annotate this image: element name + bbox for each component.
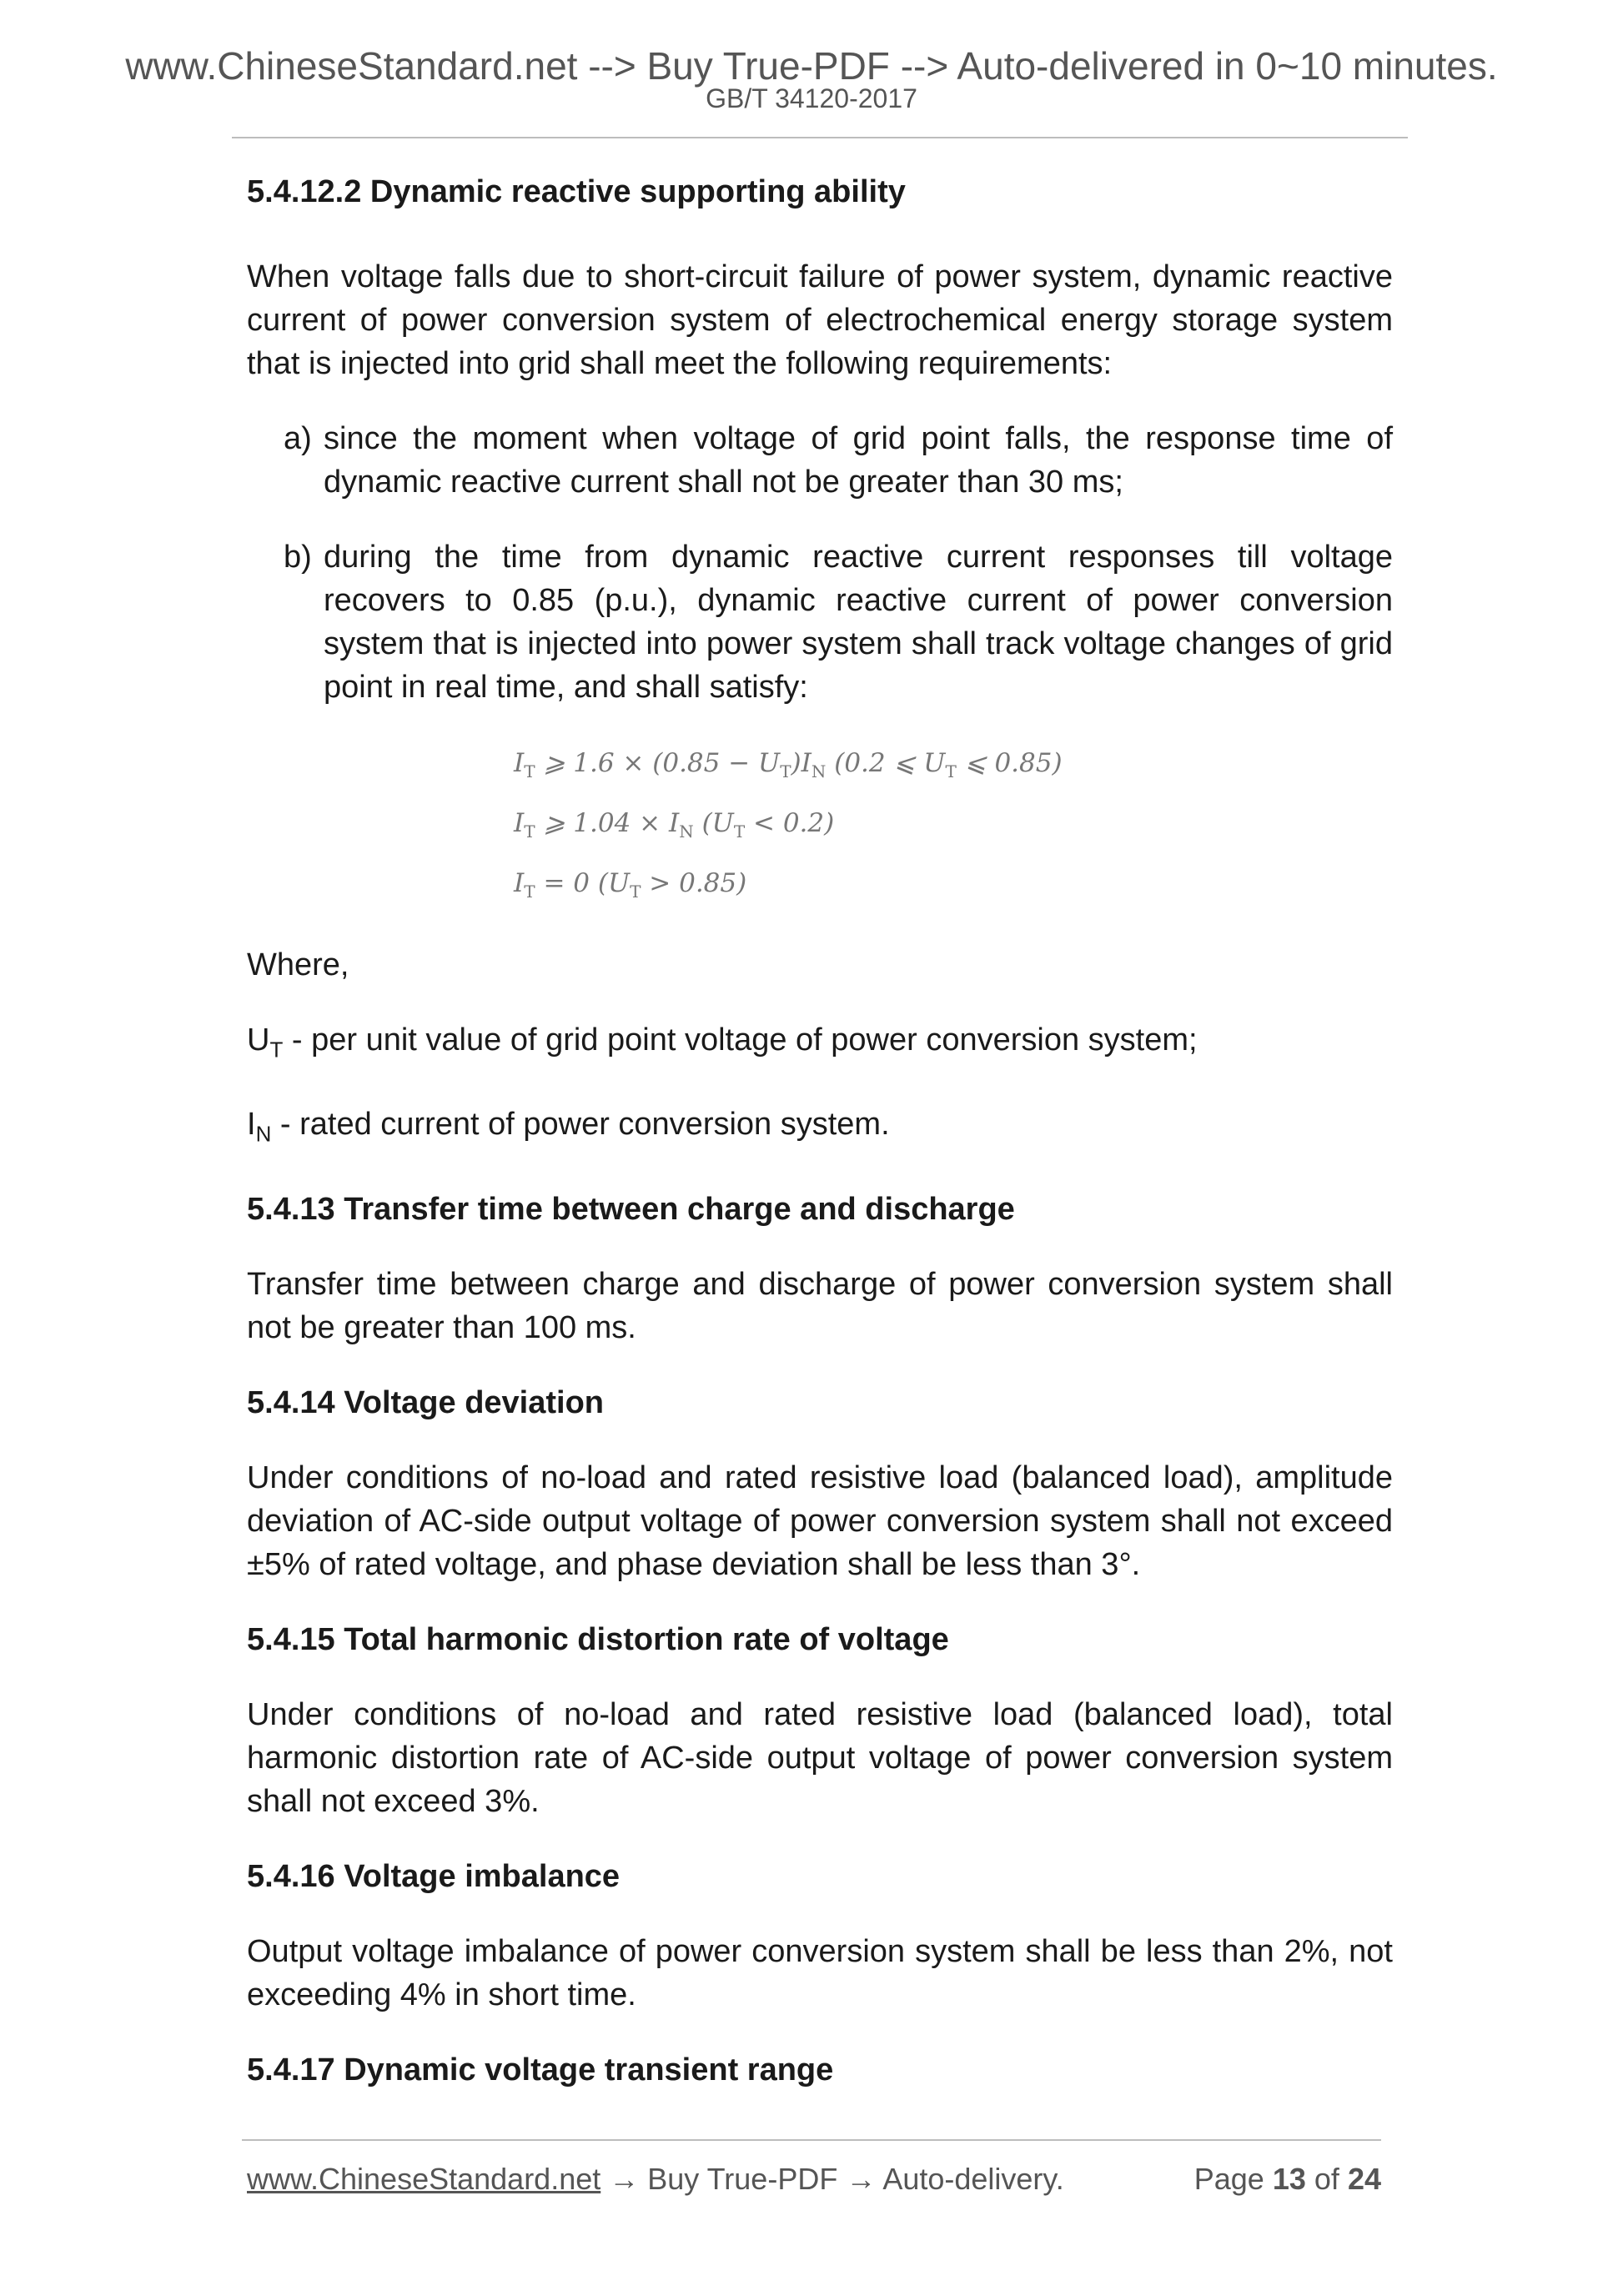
list-item-text: since the moment when voltage of grid point falls, the response time of dynamic reactive current shall not be greater than 30 ms; [324,421,1393,500]
site-banner: www.ChineseStandard.net --> Buy True-PDF --> Auto-delivered in 0~10 minutes. [125,44,1498,88]
list-item-text: during the time from dynamic reactive current responses till voltage recovers to 0.85 (p.u.), dynamic reactive current of power conversion system that is injected into power system shall track voltage changes of grid point in real time, and shall satisfy: [324,540,1393,705]
header-divider [232,137,1408,138]
section-heading-5-4-14: 5.4.14 Voltage deviation [247,1384,605,1420]
list-item [284,417,1393,504]
section-heading-5-4-15: 5.4.15 Total harmonic distortion rate of voltage [247,1621,949,1657]
footer-site-link[interactable]: www.ChineseStandard.net [247,2162,601,2196]
standard-code: GB/T 34120-2017 [706,83,917,113]
formula-line-2: $I_T$ ⩾ $1.04 \times I_N$ $(U_T < 0.2)$ [514,808,835,842]
section-text-5-4-16: Output voltage imbalance of power conversion system shall be less than 2%, not exceeding 4% in short time. [247,1933,1393,2012]
formula-line-1: $I_T$ ⩾ $1.6 \times (0.85 - U_T)I_N$ (0.2 ⩽ $U_T$ ⩽ 0.85) [514,748,1063,782]
footer-divider [242,2139,1381,2141]
formula-line-3: $I_T = 0$ $(U_T > 0.85)$ [514,868,747,902]
page-number: Page 13 of 24 [1193,2162,1381,2196]
definition-in: $I_N$ - rated current of power conversion system. [247,1107,890,1147]
section-text-5-4-15: Under conditions of no-load and rated resistive load (balanced load), total harmonic distortion rate of AC-side output voltage of power conversion system shall not exceed 3%. [247,1696,1393,1819]
section-text-5-4-14: Under conditions of no-load and rated resistive load (balanced load), amplitude deviation of AC-side output voltage of power conversion system shall not exceed ±5% of rated voltage, and phase deviation shall be less than 3°. [247,1459,1393,1582]
section-intro: When voltage falls due to short-circuit failure of power system, dynamic reactive current of power conversion system of electrochemical energy storage system that is injected into grid shall meet the following requirements: [247,259,1393,381]
where-label: Where, [247,947,349,982]
section-heading-5-4-12-2: 5.4.12.2 Dynamic reactive supporting ability [247,174,906,209]
page-footer [247,2162,1381,2197]
section-text-5-4-13: Transfer time between charge and discharge of power conversion system shall not be greater than 100 ms. [247,1266,1393,1345]
section-heading-5-4-13: 5.4.13 Transfer time between charge and discharge [247,1191,1015,1227]
list-item [284,535,1393,709]
definition-ut: $U_T$ - per unit value of grid point voltage of power conversion system; [247,1022,1198,1063]
section-heading-5-4-16: 5.4.16 Voltage imbalance [247,1858,621,1894]
requirements-list [247,417,1393,709]
document-body [247,170,1393,2092]
footer-delivery-text: → Buy True-PDF → Auto-delivery. [600,2162,1064,2196]
section-heading-5-4-17: 5.4.17 Dynamic voltage transient range [247,2052,834,2088]
list-marker: b) [284,540,312,575]
formula-block [514,737,1393,918]
list-marker: a) [284,421,312,456]
